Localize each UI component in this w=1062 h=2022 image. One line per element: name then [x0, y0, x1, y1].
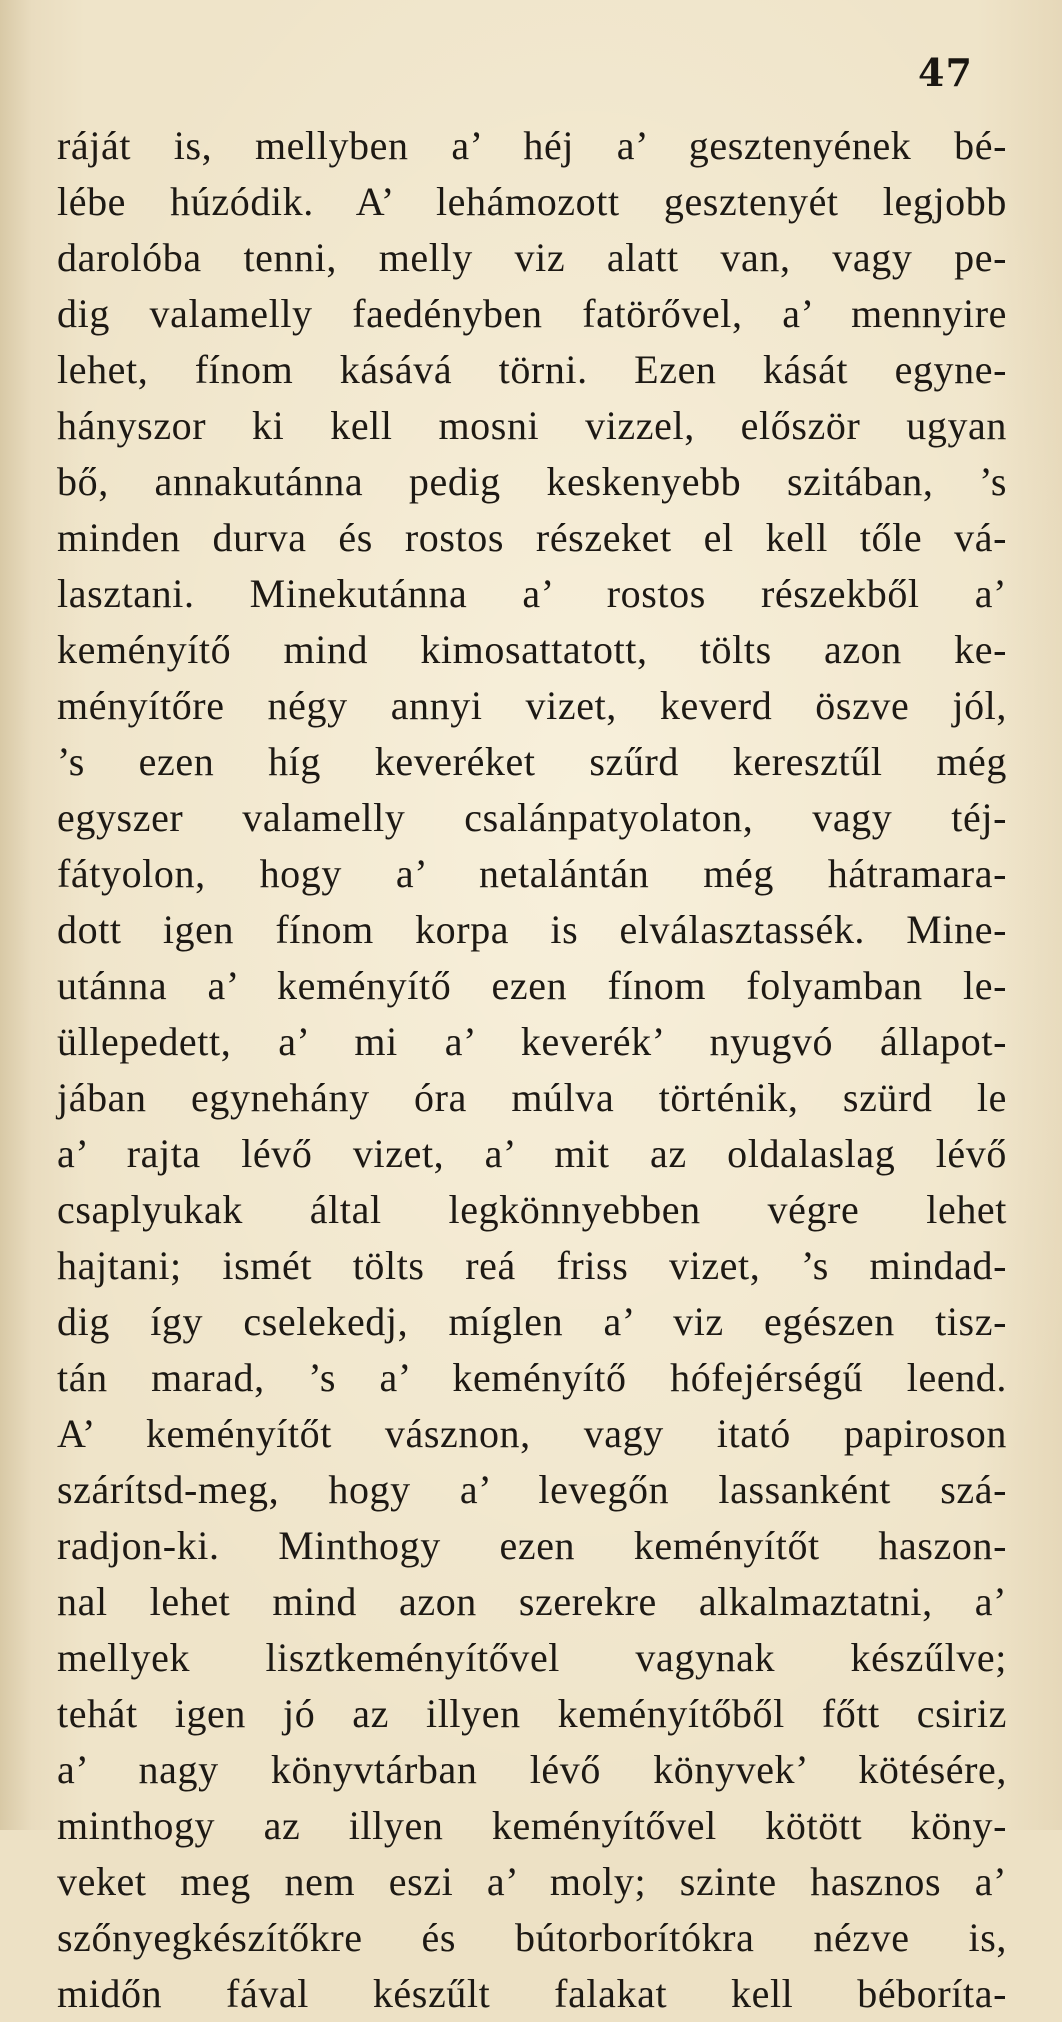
text-line: mellyek lisztkeményítővel vagynak készűlve;	[57, 1635, 1007, 1680]
text-line: dig valamelly faedényben fatörővel, a’ mennyire	[57, 291, 1007, 336]
text-line: tán marad, ’s a’ keményítő hófejérségű leend.	[57, 1355, 1007, 1400]
text-line: utánna a’ keményítő ezen fínom folyamban le-	[57, 963, 1007, 1008]
text-line: radjon-ki. Minthogy ezen keményítőt haszon-	[57, 1523, 1007, 1568]
text-line: üllepedett, a’ mi a’ keverék’ nyugvó állapot-	[57, 1019, 1007, 1064]
text-line: ráját is, mellyben a’ héj a’ gesztenyének bé-	[57, 123, 1007, 168]
text-line: lehet, fínom kásává törni. Ezen kását egyne-	[57, 347, 1007, 392]
text-line: midőn fával készűlt falakat kell béboríta-	[57, 1971, 1007, 2016]
text-line: nal lehet mind azon szerekre alkalmaztatni, a’	[57, 1579, 1007, 1624]
body-text	[57, 118, 1007, 2022]
text-line: A’ keményítőt vásznon, vagy itató papiroson	[57, 1411, 1007, 1456]
text-line: dott igen fínom korpa is elválasztassék. Mine-	[57, 907, 1007, 952]
text-line: hajtani; ismét tölts reá friss vizet, ’s mindad-	[57, 1243, 1007, 1288]
text-line: a’ rajta lévő vizet, a’ mit az oldalaslag lévő	[57, 1131, 1007, 1176]
text-line: keményítő mind kimosattatott, tölts azon ke-	[57, 627, 1007, 672]
text-line: jában egynehány óra múlva történik, szürd le	[57, 1075, 1007, 1120]
text-line: a’ nagy könyvtárban lévő könyvek’ kötésére,	[57, 1747, 1007, 1792]
text-line: tehát igen jó az illyen keményítőből főtt csiriz	[57, 1691, 1007, 1736]
text-line: szárítsd-meg, hogy a’ levegőn lassanként szá-	[57, 1467, 1007, 1512]
text-line: darolóba tenni, melly viz alatt van, vagy pe-	[57, 235, 1007, 280]
text-line: minden durva és rostos részeket el kell tőle vá-	[57, 515, 1007, 560]
text-line: szőnyegkészítőkre és bútorborítókra nézve is,	[57, 1915, 1007, 1960]
text-line: lasztani. Minekutánna a’ rostos részekből a’	[57, 571, 1007, 616]
text-line: ményítőre négy annyi vizet, keverd öszve jól,	[57, 683, 1007, 728]
text-line: ’s ezen híg keveréket szűrd keresztűl még	[57, 739, 1007, 784]
text-line: egyszer valamelly csalánpatyolaton, vagy téj-	[57, 795, 1007, 840]
text-line: dig így cselekedj, míglen a’ viz egészen tisz-	[57, 1299, 1007, 1344]
text-line: minthogy az illyen keményítővel kötött köny-	[57, 1803, 1007, 1848]
text-line: csaplyukak által legkönnyebben végre lehet	[57, 1187, 1007, 1232]
text-line: bő, annakutánna pedig keskenyebb szitában, ’s	[57, 459, 1007, 504]
page-number: 47	[918, 50, 973, 95]
text-line: hányszor ki kell mosni vizzel, először ugyan	[57, 403, 1007, 448]
text-line: lébe húzódik. A’ lehámozott gesztenyét legjobb	[57, 179, 1007, 224]
text-line: fátyolon, hogy a’ netalántán még hátramara-	[57, 851, 1007, 896]
text-line: veket meg nem eszi a’ moly; szinte hasznos a’	[57, 1859, 1007, 1904]
